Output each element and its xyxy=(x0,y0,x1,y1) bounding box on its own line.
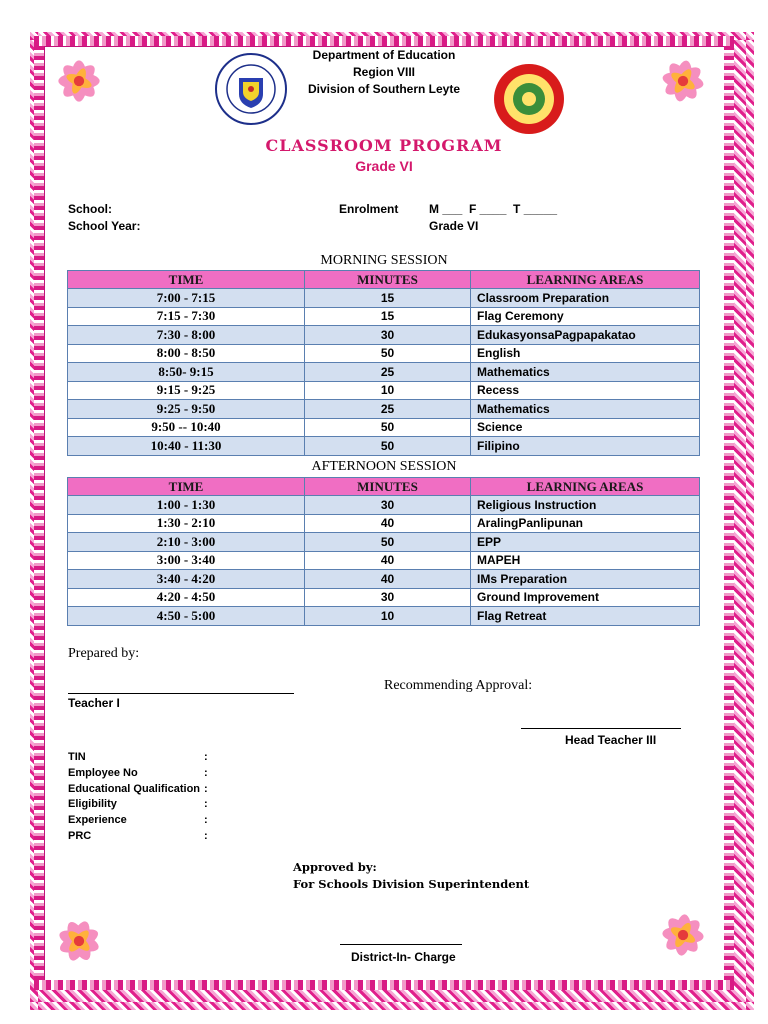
minutes-cell: 10 xyxy=(305,607,471,626)
credential-colon: : xyxy=(204,798,208,811)
minutes-cell: 50 xyxy=(305,418,471,437)
flower-icon xyxy=(48,910,110,972)
teacher-signature-line xyxy=(68,693,294,694)
school-label: School: xyxy=(68,202,112,216)
time-cell: 9:50 -- 10:40 xyxy=(68,418,305,437)
table-row xyxy=(68,588,700,607)
credential-row xyxy=(68,766,208,779)
minutes-cell: 50 xyxy=(305,533,471,552)
credential-row xyxy=(68,814,208,827)
division-name: Division of Southern Leyte xyxy=(307,82,460,96)
time-cell: 7:00 - 7:15 xyxy=(68,289,305,308)
minutes-cell: 30 xyxy=(305,496,471,515)
learning-area-cell: Classroom Preparation xyxy=(471,289,700,308)
learning-area-cell: AralingPanlipunan xyxy=(471,514,700,533)
morning-session-title: MORNING SESSION xyxy=(320,253,448,268)
enrolment-counts: M ___ F ____ T _____ xyxy=(429,202,558,216)
page-title: CLASSROOM PROGRAM xyxy=(265,136,503,155)
flower-icon xyxy=(652,904,714,966)
learning-area-cell: IMs Preparation xyxy=(471,570,700,589)
table-header-time: TIME xyxy=(68,478,305,496)
minutes-cell: 15 xyxy=(305,289,471,308)
table-row xyxy=(68,344,700,363)
grade-title: Grade VI xyxy=(355,158,413,174)
table-row xyxy=(68,607,700,626)
credential-label: Experience xyxy=(68,814,127,827)
table-row xyxy=(68,363,700,382)
recommending-approval-label: Recommending Approval: xyxy=(384,678,533,693)
minutes-cell: 40 xyxy=(305,570,471,589)
afternoon-schedule-table xyxy=(67,477,700,626)
credential-row xyxy=(68,830,208,842)
table-header-learning-areas: LEARNING AREAS xyxy=(471,271,700,289)
enrolment-label: Enrolment xyxy=(339,202,399,216)
learning-area-cell: Science xyxy=(471,418,700,437)
minutes-cell: 30 xyxy=(305,588,471,607)
time-cell: 9:25 - 9:50 xyxy=(68,400,305,419)
time-cell: 1:30 - 2:10 xyxy=(68,514,305,533)
superintendent-label: For Schools Division Superintendent xyxy=(293,877,530,891)
minutes-cell: 25 xyxy=(305,363,471,382)
morning-schedule-table xyxy=(67,270,700,456)
border-top xyxy=(34,36,734,46)
teacher-title: Teacher I xyxy=(68,696,120,710)
table-row xyxy=(68,381,700,400)
time-cell: 7:15 - 7:30 xyxy=(68,307,305,326)
table-header-learning-areas: LEARNING AREAS xyxy=(471,478,700,496)
border-right xyxy=(724,46,734,980)
table-row xyxy=(68,400,700,419)
learning-area-cell: Ground Improvement xyxy=(471,588,700,607)
approved-by-label: Approved by: xyxy=(293,860,377,874)
department-name: Department of Education xyxy=(312,48,456,62)
region-name: Region VIII xyxy=(352,65,415,79)
district-in-charge-label: District-In- Charge xyxy=(351,950,456,964)
learning-area-cell: EdukasyonsaPagpapakatao xyxy=(471,326,700,345)
minutes-cell: 50 xyxy=(305,344,471,363)
minutes-cell: 40 xyxy=(305,551,471,570)
border-bottom xyxy=(34,980,734,990)
learning-area-cell: MAPEH xyxy=(471,551,700,570)
credential-label: Educational Qualification xyxy=(68,782,201,795)
learning-area-cell: Flag Retreat xyxy=(471,607,700,626)
head-teacher-title: Head Teacher III xyxy=(565,733,657,747)
credential-colon: : xyxy=(204,830,208,842)
table-row xyxy=(68,551,700,570)
time-cell: 10:40 - 11:30 xyxy=(68,437,305,456)
table-row xyxy=(68,307,700,326)
table-row xyxy=(68,437,700,456)
credential-row xyxy=(68,798,208,811)
credential-label: TIN xyxy=(68,751,86,763)
learning-area-cell: Flag Ceremony xyxy=(471,307,700,326)
time-cell: 1:00 - 1:30 xyxy=(68,496,305,515)
school-year-label: School Year: xyxy=(68,219,141,233)
table-header-minutes: MINUTES xyxy=(305,271,471,289)
credential-row xyxy=(68,782,208,795)
learning-area-cell: English xyxy=(471,344,700,363)
time-cell: 4:20 - 4:50 xyxy=(68,588,305,607)
minutes-cell: 40 xyxy=(305,514,471,533)
minutes-cell: 50 xyxy=(305,437,471,456)
afternoon-session-title: AFTERNOON SESSION xyxy=(311,459,457,474)
time-cell: 7:30 - 8:00 xyxy=(68,326,305,345)
learning-area-cell: Mathematics xyxy=(471,363,700,382)
learning-area-cell: Filipino xyxy=(471,437,700,456)
time-cell: 8:00 - 8:50 xyxy=(68,344,305,363)
table-row xyxy=(68,326,700,345)
credential-colon: : xyxy=(204,814,208,827)
grade-label: Grade VI xyxy=(429,219,479,233)
learning-area-cell: Religious Instruction xyxy=(471,496,700,515)
time-cell: 4:50 - 5:00 xyxy=(68,607,305,626)
table-row xyxy=(68,570,700,589)
credential-row xyxy=(68,751,208,763)
minutes-cell: 30 xyxy=(305,326,471,345)
credential-colon: : xyxy=(204,782,208,795)
table-row xyxy=(68,514,700,533)
border-left xyxy=(34,46,44,980)
time-cell: 9:15 - 9:25 xyxy=(68,381,305,400)
learning-area-cell: Mathematics xyxy=(471,400,700,419)
minutes-cell: 10 xyxy=(305,381,471,400)
district-signature-line xyxy=(340,944,462,945)
table-row xyxy=(68,496,700,515)
table-header-minutes: MINUTES xyxy=(305,478,471,496)
time-cell: 3:40 - 4:20 xyxy=(68,570,305,589)
minutes-cell: 15 xyxy=(305,307,471,326)
table-row xyxy=(68,289,700,308)
credential-label: Employee No xyxy=(68,766,138,779)
time-cell: 3:00 - 3:40 xyxy=(68,551,305,570)
head-teacher-signature-line xyxy=(521,728,681,729)
time-cell: 8:50- 9:15 xyxy=(68,363,305,382)
prepared-by-label: Prepared by: xyxy=(68,646,140,661)
minutes-cell: 25 xyxy=(305,400,471,419)
learning-area-cell: EPP xyxy=(471,533,700,552)
time-cell: 2:10 - 3:00 xyxy=(68,533,305,552)
table-row xyxy=(68,533,700,552)
table-row xyxy=(68,418,700,437)
table-header-time: TIME xyxy=(68,271,305,289)
learning-area-cell: Recess xyxy=(471,381,700,400)
credential-colon: : xyxy=(204,766,208,779)
credential-label: PRC xyxy=(68,830,92,842)
credential-colon: : xyxy=(204,751,208,763)
credential-label: Eligibility xyxy=(68,798,117,811)
